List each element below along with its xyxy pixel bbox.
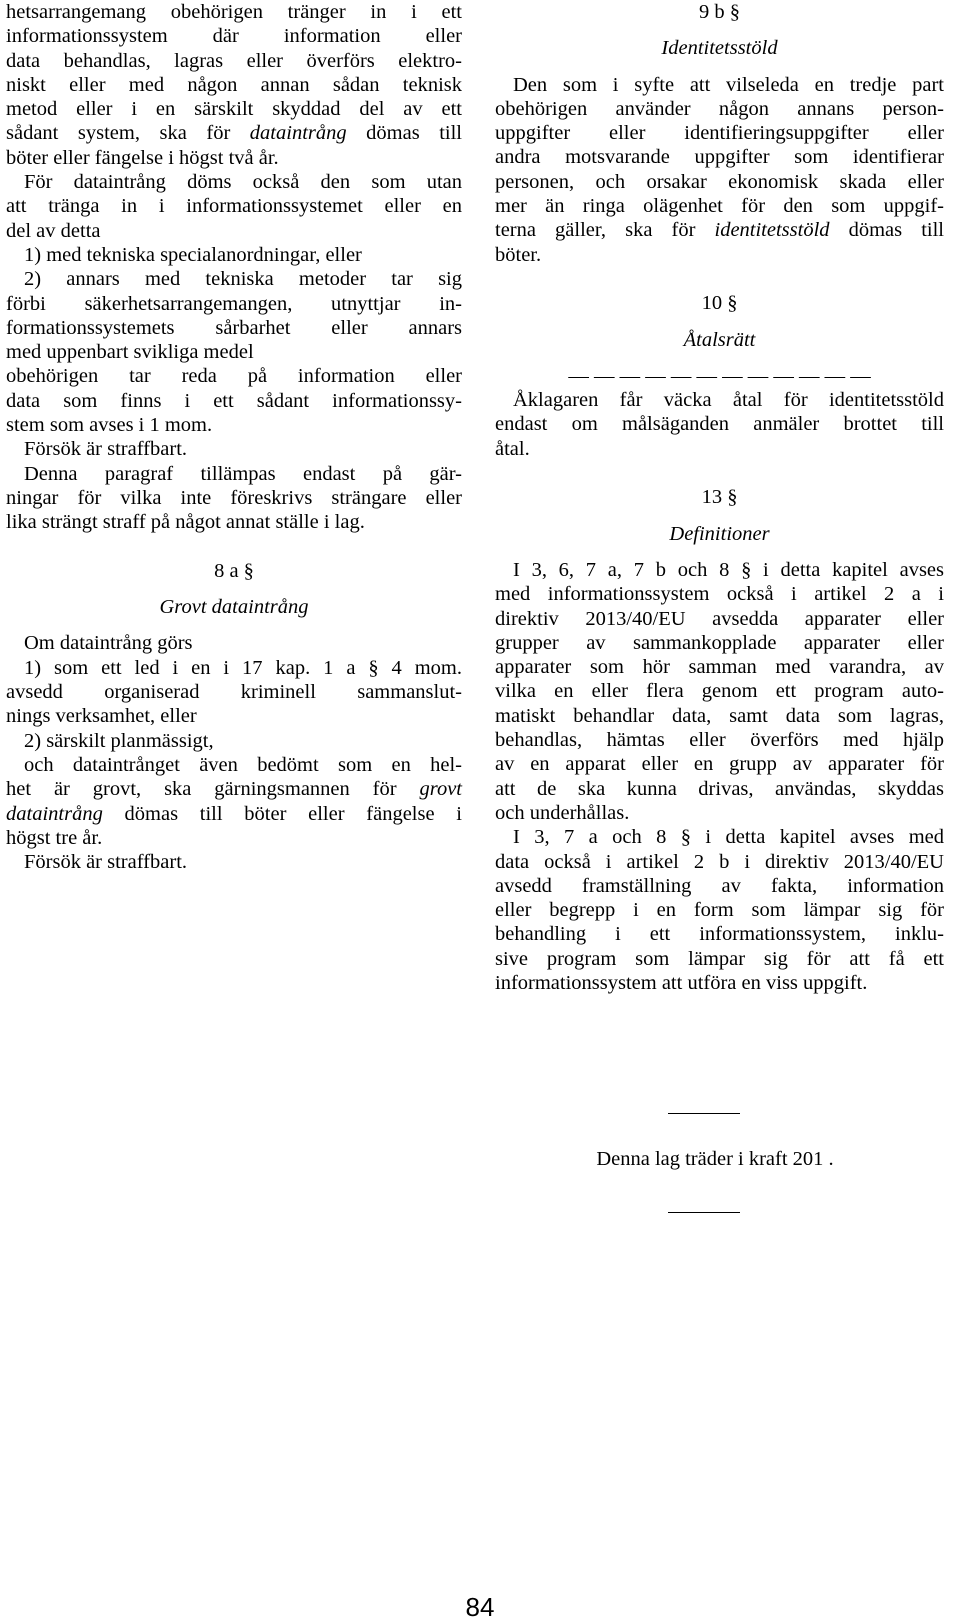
text-line: högst tre år. bbox=[6, 826, 103, 849]
text-line: mer än ringa olägenhet för den som uppgif- bbox=[495, 195, 944, 218]
text-line: Om dataintrång görs bbox=[24, 632, 193, 655]
separator-rule bbox=[668, 1113, 740, 1114]
text-line: andra motsvarande uppgifter som identifierar bbox=[495, 146, 944, 169]
text-line: avsedd framställning av fakta, information bbox=[495, 874, 944, 897]
text-line: niskt eller med någon annan sådan teknisk bbox=[6, 73, 462, 96]
text-run: dömas till böter eller fängelse i bbox=[102, 802, 462, 825]
text-line: I 3, 6, 7 a, 7 b och 8 § i detta kapitel avses bbox=[513, 558, 944, 581]
text-line: hetsarrangemang obehörigen tränger in i ett bbox=[6, 1, 462, 23]
italic-term: dataintrång bbox=[249, 122, 347, 145]
italic-term: identitetsstöld bbox=[714, 219, 830, 242]
text-line: stem som avses i 1 mom. bbox=[6, 414, 213, 437]
list-item: 2) särskilt planmässigt, bbox=[24, 729, 214, 752]
section-heading: 9 b § bbox=[699, 1, 740, 23]
text-line: behandling i ett informationssystem, inklu- bbox=[495, 923, 944, 946]
text-line: med informationssystem också i artikel 2 a i bbox=[495, 583, 944, 606]
text-line: böter. bbox=[495, 243, 542, 266]
text-line: data också i artikel 2 b i direktiv 2013/40/EU bbox=[495, 850, 944, 873]
text-line: Åklagaren får väcka åtal för identitetsstöld bbox=[513, 389, 944, 412]
section-heading: 8 a § bbox=[214, 559, 254, 582]
text-line: lika strängt straff på något annat ställe i lag. bbox=[6, 511, 365, 534]
text-line: obehörigen använder någon annans person- bbox=[495, 97, 944, 120]
text-line: obehörigen tar reda på information eller bbox=[6, 365, 462, 388]
list-item: 1) som ett led i en i 17 kap. 1 a § 4 mom. bbox=[24, 656, 462, 679]
italic-term: dataintrång bbox=[6, 802, 103, 825]
omission-dashes: — — — — — — — — — — — — bbox=[568, 364, 871, 387]
text-line: endast om målsäganden anmäler brottet till bbox=[495, 413, 944, 436]
text-line bbox=[495, 218, 944, 242]
text-line bbox=[6, 802, 462, 826]
text-line: del av detta bbox=[6, 219, 101, 242]
italic-term: grovt bbox=[419, 778, 462, 801]
text-line: direktiv 2013/40/EU avsedda apparater eller bbox=[495, 607, 944, 630]
text-line: med uppenbart svikliga medel bbox=[6, 341, 254, 364]
text-line: För dataintrång döms också den som utan bbox=[24, 171, 462, 194]
text-line: data som finns i ett sådant informationssy- bbox=[6, 389, 462, 412]
text-line: data behandlas, lagras eller överförs elektro- bbox=[6, 49, 462, 72]
text-line: böter eller fängelse i högst två år. bbox=[6, 146, 279, 169]
text-line: informationssystem att utföra en viss uppgift. bbox=[495, 971, 868, 994]
left-column bbox=[6, 0, 462, 874]
text-line: informationssystem där information eller bbox=[6, 25, 462, 48]
text-line: grupper av sammankopplade apparater eller bbox=[495, 631, 944, 654]
section-heading: 13 § bbox=[701, 486, 738, 509]
text-line: apparater som hör samman med varandra, av bbox=[495, 656, 944, 679]
text-line: metod eller i en särskilt skyddad del av ett bbox=[6, 98, 462, 121]
text-run: dömas till bbox=[829, 219, 944, 242]
text-line: vilka en eller flera genom ett program auto- bbox=[495, 680, 944, 703]
text-line: Försök är straffbart. bbox=[24, 438, 188, 461]
text-line: matiskt behandlar data, samt data som lagras, bbox=[495, 704, 944, 727]
section-title: Åtalsrätt bbox=[683, 328, 756, 351]
text-run: dömas till bbox=[346, 122, 462, 145]
list-item: 1) med tekniska specialanordningar, eller bbox=[24, 243, 362, 266]
text-line: Försök är straffbart. bbox=[24, 851, 188, 874]
separator-rule bbox=[668, 1212, 740, 1213]
text-line: av en apparat eller en grupp av apparater för bbox=[495, 753, 944, 776]
text-line bbox=[6, 777, 462, 801]
text-line: sive program som lämpar sig för att få ett bbox=[495, 947, 944, 970]
text-line: Denna paragraf tillämpas endast på gär- bbox=[24, 462, 462, 485]
text-line: formationssystemets sårbarhet eller annars bbox=[6, 316, 462, 339]
text-run: terna gäller, ska för bbox=[495, 219, 715, 242]
text-line: att tränga in i informationssystemet eller en bbox=[6, 195, 462, 218]
text-line bbox=[6, 121, 462, 145]
text-line: behandlas, hämtas eller överförs med hjälp bbox=[495, 729, 944, 752]
text-line: I 3, 7 a och 8 § i detta kapitel avses med bbox=[513, 826, 944, 849]
text-line: uppgifter eller identifieringsuppgifter eller bbox=[495, 122, 944, 145]
list-item: 2) annars med tekniska metoder tar sig bbox=[24, 268, 462, 291]
section-title: Definitioner bbox=[669, 522, 770, 545]
text-line: och underhållas. bbox=[495, 801, 630, 824]
text-line: att de ska kunna drivas, användas, skyddas bbox=[495, 777, 944, 800]
enactment-clause: Denna lag träder i kraft 201 . bbox=[596, 1148, 834, 1170]
section-heading: 10 § bbox=[701, 292, 738, 315]
text-line: förbi säkerhetsarrangemangen, utnyttjar in- bbox=[6, 292, 462, 315]
text-line: eller begrepp i en form som lämpar sig för bbox=[495, 899, 944, 922]
text-line: och dataintrånget även bedömt som en hel- bbox=[24, 753, 462, 776]
text-run: het är grovt, ska gärningsmannen för bbox=[6, 778, 420, 801]
text-run: sådant system, ska för bbox=[6, 122, 250, 145]
page-number: 84 bbox=[465, 1592, 495, 1622]
text-line: Den som i syfte att vilseleda en tredje part bbox=[513, 73, 944, 96]
text-line: personen, och orsakar ekonomisk skada eller bbox=[495, 170, 944, 193]
section-title: Grovt dataintrång bbox=[159, 596, 309, 619]
section-title: Identitetsstöld bbox=[661, 37, 778, 60]
text-line: avsedd organiserad kriminell sammanslut- bbox=[6, 681, 462, 704]
text-line: ningar för vilka inte föreskrivs strängare eller bbox=[6, 486, 462, 509]
right-column bbox=[495, 0, 944, 995]
text-line: åtal. bbox=[495, 437, 530, 460]
text-line: nings verksamhet, eller bbox=[6, 705, 197, 728]
